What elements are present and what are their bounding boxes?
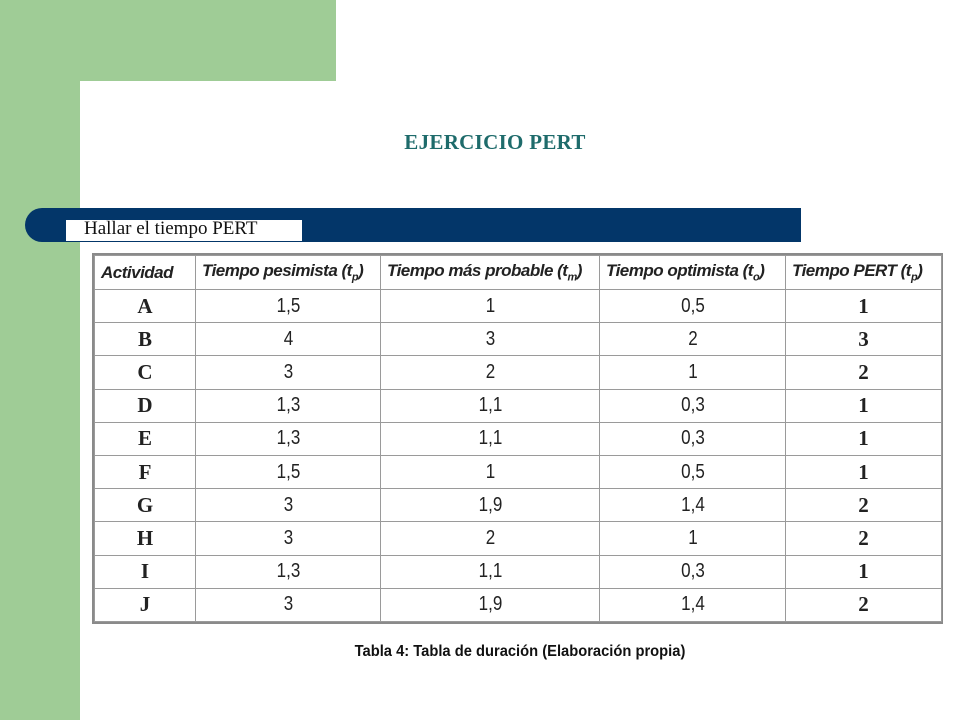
table-row [95,290,942,323]
table-caption [42,643,960,661]
subtitle-text: Hallar el tiempo PERT [84,218,258,239]
cell-pert: 2 [786,489,942,522]
cell-actividad: D [95,389,196,422]
cell-mas-probable: 1,1 [397,422,583,455]
header-tiempo-pesimista: Tiempo pesimista $(t_p)$ [196,256,381,290]
cell-optimista: 0,3 [613,422,771,455]
cell-optimista: 2 [613,323,771,356]
cell-pesimista: 3 [209,588,366,621]
cell-actividad: J [95,588,196,621]
table-row [95,422,942,455]
cell-optimista: 1 [613,356,771,389]
cell-mas-probable: 2 [397,356,583,389]
cell-pert: 1 [786,422,942,455]
cell-actividad: H [95,522,196,555]
cell-pert: 1 [786,555,942,588]
cell-pesimista: 3 [209,489,366,522]
cell-pert: 3 [786,323,942,356]
header-tiempo-optimista: Tiempo optimista $(t_o)$ [600,256,786,290]
cell-mas-probable: 1,1 [397,389,583,422]
cell-actividad: C [95,356,196,389]
table-row [95,522,942,555]
cell-pert: 2 [786,356,942,389]
cell-mas-probable: 1 [397,455,583,488]
header-tiempo-pert: Tiempo PERT $(t_p)$ [786,256,942,290]
cell-optimista: 1 [613,522,771,555]
cell-mas-probable: 2 [397,522,583,555]
cell-pesimista: 1,5 [209,290,366,323]
cell-actividad: G [95,489,196,522]
cell-pert: 1 [786,290,942,323]
table-row [95,356,942,389]
cell-actividad: A [95,290,196,323]
pert-table-container [92,253,943,624]
cell-optimista: 1,4 [613,588,771,621]
cell-actividad: I [95,555,196,588]
cell-actividad: F [95,455,196,488]
cell-mas-probable: 1,1 [397,555,583,588]
header-actividad: Actividad [95,256,196,290]
table-row [95,455,942,488]
table-row [95,323,942,356]
cell-pesimista: 3 [209,522,366,555]
cell-mas-probable: 1 [397,290,583,323]
table-body [95,290,942,622]
cell-mas-probable: 3 [397,323,583,356]
header-tiempo-mas-probable: Tiempo más probable $(t_m)$ [381,256,600,290]
cell-pesimista: 3 [209,356,366,389]
cell-actividad: B [95,323,196,356]
cell-pert: 1 [786,389,942,422]
cell-pesimista: 1,3 [209,422,366,455]
green-panel-left [0,0,80,720]
caption-text: Tabla 4: Tabla de duración (Elaboración propia) [354,643,686,660]
cell-pesimista: 1,3 [209,389,366,422]
table-header-row [95,256,942,290]
cell-actividad: E [95,422,196,455]
table-row [95,588,942,621]
slide-title: EJERCICIO PERT [404,130,586,154]
cell-pesimista: 1,3 [209,555,366,588]
cell-pesimista: 4 [209,323,366,356]
cell-mas-probable: 1,9 [397,489,583,522]
cell-optimista: 0,5 [613,455,771,488]
cell-optimista: 0,3 [613,555,771,588]
table-row [95,389,942,422]
table-row [95,489,942,522]
cell-optimista: 0,5 [613,290,771,323]
cell-pert: 2 [786,588,942,621]
cell-optimista: 0,3 [613,389,771,422]
cell-mas-probable: 1,9 [397,588,583,621]
cell-optimista: 1,4 [613,489,771,522]
pert-table [94,255,942,622]
cell-pesimista: 1,5 [209,455,366,488]
table-row [95,555,942,588]
cell-pert: 2 [786,522,942,555]
cell-pert: 1 [786,455,942,488]
